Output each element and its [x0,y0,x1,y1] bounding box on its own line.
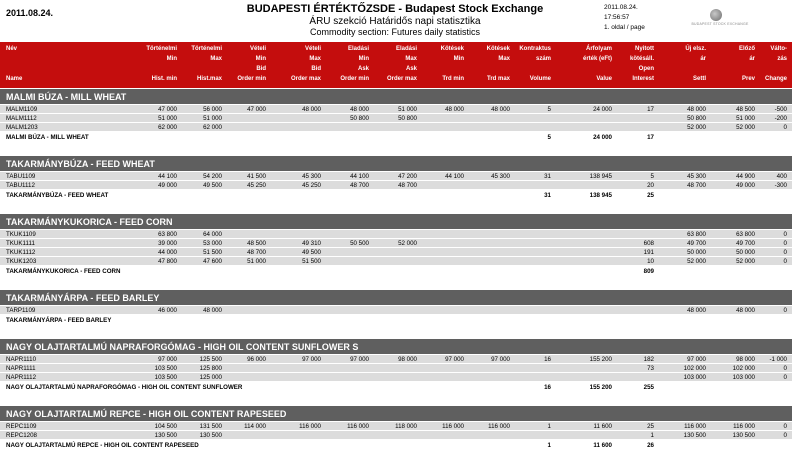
col-header-name [6,44,106,84]
col-header-line: Volume [529,76,551,82]
cell-bmin: 51 000 [247,258,266,265]
col-header-chg [757,44,787,84]
col-header-val [562,44,612,84]
cell-bmax: 116 000 [299,423,321,430]
cell-amax: 98 000 [398,356,417,363]
cell-hmin: 44 000 [158,249,177,256]
section-spacer [0,279,792,290]
cell-prev: 48 000 [736,307,755,314]
cell-hmax: 53 000 [203,240,222,247]
contract-name: REPC1109 [6,423,37,430]
cell-prev: 116 000 [733,423,755,430]
contract-name: MALM1109 [6,106,38,113]
contract-name: REPC1208 [6,432,37,439]
cell-amax: 47 200 [398,173,417,180]
cell-amin: 48 000 [350,106,369,113]
table-row [0,422,792,431]
col-header-amin [329,44,369,84]
total-oi: 26 [647,442,654,449]
cell-chg: -200 [774,115,787,122]
cell-prev: 63 800 [736,231,755,238]
contract-name: TKUK1203 [6,258,37,265]
col-header-bmax [276,44,321,84]
cell-hmax: 62 000 [203,124,222,131]
total-val: 138 945 [589,192,612,199]
cell-bmin: 48 500 [247,240,266,247]
col-header-line: Történelmi [191,46,222,52]
cell-oi: 191 [643,249,654,256]
col-header-line [757,64,787,74]
col-header-line: Max [498,56,510,62]
total-name: MALMI BÚZA - MILL WHEAT [6,134,89,141]
bse-logo [680,9,760,27]
total-oi: 25 [647,192,654,199]
contract-name: TKUK1111 [6,240,35,247]
report-title: BUDAPESTI ÉRTÉKTŐZSDE - Budapest Stock Exchange [246,3,544,15]
total-oi: 809 [643,268,654,275]
cell-oi: 25 [647,423,654,430]
cell-amax: 52 000 [398,240,417,247]
table-row [0,123,792,132]
col-header-line: ár [749,56,755,62]
col-header-line [715,64,755,74]
cell-hmin: 49 000 [158,182,177,189]
col-header-line: kötésáll. [629,56,654,62]
total-val: 24 000 [593,134,612,141]
cell-hmin: 47 000 [158,106,177,113]
cell-amin: 116 000 [347,423,369,430]
cell-chg: 0 [783,124,787,131]
cell-chg: -1 000 [769,356,787,363]
cell-sett: 63 800 [687,231,706,238]
cell-hmin: 39 000 [158,240,177,247]
col-header-sett [666,44,706,84]
col-header-line: szám [535,56,551,62]
col-header-prev [715,44,755,84]
col-header-line: Open [638,66,654,72]
col-header-hmin [132,44,177,84]
col-header-line: Eladási [347,46,369,52]
cell-prev: 102 000 [732,365,755,372]
cell-sett: 97 000 [687,356,706,363]
cell-chg: 0 [783,423,787,430]
col-header-tmin [426,44,464,84]
meta-page: 1. oldal / page [604,24,645,31]
contract-name: TKUK1109 [6,231,36,238]
total-val: 155 200 [589,384,612,391]
total-vol: 16 [544,384,551,391]
section-total-row [0,266,792,279]
cell-prev: 49 000 [736,182,755,189]
cell-sett: 48 000 [687,307,706,314]
table-row [0,181,792,190]
cell-hmax: 47 600 [203,258,222,265]
col-header-line: Max [210,56,222,62]
table-row [0,431,792,440]
total-oi: 255 [643,384,654,391]
cell-tmin: 116 000 [442,423,464,430]
col-header-hmax [177,44,222,84]
col-header-line: Name [6,76,23,82]
cell-tmin: 44 100 [445,173,464,180]
section-title: TAKARMÁNYÁRPA - FEED BARLEY [0,290,792,306]
total-name: NAGY OLAJTARTALMÚ NAPRAFORGÓMAG - HIGH OIL CONTENT SUNFLOWER [6,384,243,391]
cell-hmin: 44 100 [158,173,177,180]
contract-name: NAPR1111 [6,365,36,372]
meta-time: 17:56:57 [604,14,630,21]
col-header-line: Árfolyam [585,46,612,52]
col-header-line: Trd max [486,76,510,82]
cell-amin: 50 500 [350,240,369,247]
table-row [0,364,792,373]
report-subtitle-en: Commodity section: Futures daily statistics [309,27,481,37]
cell-tmin: 48 000 [445,106,464,113]
report-meta [604,3,645,33]
cell-chg: 0 [783,249,787,256]
col-header-line [470,64,510,74]
cell-sett: 130 500 [683,432,706,439]
cell-chg: 0 [783,240,787,247]
cell-tmax: 116 000 [488,423,510,430]
table-row [0,172,792,181]
total-vol: 31 [544,192,551,199]
col-header-line [511,64,551,74]
col-header-line: Value [596,76,612,82]
cell-chg: 0 [783,307,787,314]
col-header-line: Vételi [249,46,266,52]
logo-text: BUDAPEST STOCK EXCHANGE [691,22,749,26]
section-title: MALMI BÚZA - MILL WHEAT [0,89,792,105]
cell-amin: 50 800 [350,115,369,122]
cell-prev: 130 500 [732,432,755,439]
cell-hmax: 64 000 [203,231,222,238]
section-title: TAKARMÁNYKUKORICA - FEED CORN [0,214,792,230]
cell-val: 138 945 [589,173,612,180]
cell-bmin: 41 500 [247,173,266,180]
col-header-tmax [470,44,510,84]
section-total-row [0,382,792,395]
cell-sett: 103 000 [683,374,706,381]
total-name: NAGY OLAJTARTALMÚ REPCE - HIGH OIL CONTENT RAPESEED [6,442,199,449]
col-header-line: Előző [739,46,755,52]
section-total-row [0,440,792,453]
data-table [0,89,792,453]
col-header-line: Bid [311,66,321,72]
col-header-line: Név [6,46,18,52]
cell-oi: 5 [650,173,654,180]
contract-name: NAPR1112 [6,374,37,381]
col-header-vol [511,44,551,84]
col-header-line [666,64,706,74]
cell-bmin: 45 250 [247,182,266,189]
cell-hmax: 51 000 [203,115,222,122]
cell-hmax: 131 500 [199,423,222,430]
col-header-line [562,64,612,74]
col-header-line: Eladási [395,46,417,52]
table-row [0,248,792,257]
cell-hmin: 104 500 [154,423,177,430]
cell-vol: 5 [547,106,551,113]
cell-bmax: 49 500 [302,249,321,256]
col-header-line: Min [255,56,266,62]
col-header-line: Kötések [440,46,464,52]
cell-amin: 44 100 [350,173,369,180]
cell-val: 24 000 [593,106,612,113]
col-header-oi [618,44,654,84]
cell-hmin: 46 000 [158,307,177,314]
cell-prev: 44 900 [736,173,755,180]
section-title: TAKARMÁNYBÚZA - FEED WHEAT [0,156,792,172]
col-header-line [6,54,106,64]
cell-oi: 10 [647,258,654,265]
cell-hmin: 62 000 [158,124,177,131]
cell-prev: 52 000 [736,258,755,265]
cell-hmin: 63 800 [158,231,177,238]
contract-name: MALM1112 [6,115,37,122]
section-spacer [0,395,792,406]
cell-vol: 1 [547,423,551,430]
table-row [0,114,792,123]
cell-bmin: 47 000 [247,106,266,113]
cell-tmax: 97 000 [491,356,510,363]
cell-sett: 52 000 [687,124,706,131]
cell-amax: 50 800 [398,115,417,122]
col-header-line: Hist. min [151,76,177,82]
cell-chg: 400 [776,173,787,180]
cell-prev: 49 700 [736,240,755,247]
contract-name: TARP1109 [6,307,36,314]
col-header-line: Nyitott [635,46,654,52]
cell-bmax: 45 250 [302,182,321,189]
cell-sett: 102 000 [683,365,706,372]
cell-hmax: 125 500 [199,356,222,363]
section-spacer [0,328,792,339]
cell-bmin: 114 000 [244,423,266,430]
cell-hmin: 51 000 [158,115,177,122]
total-vol: 1 [547,442,551,449]
total-vol: 5 [547,134,551,141]
cell-amax: 118 000 [395,423,417,430]
col-header-line: ár [700,56,706,62]
table-row [0,239,792,248]
cell-sett: 50 800 [687,115,706,122]
cell-hmax: 49 500 [203,182,222,189]
cell-bmin: 96 000 [247,356,266,363]
cell-chg: 0 [783,432,787,439]
total-val: 11 600 [593,442,612,449]
col-header-line: Min [453,56,464,62]
col-header-line [132,64,177,74]
contract-name: NAPR1110 [6,356,37,363]
section-total-row [0,315,792,328]
cell-tmax: 45 300 [491,173,510,180]
cell-hmin: 97 000 [158,356,177,363]
cell-vol: 16 [544,356,551,363]
col-header-line [426,64,464,74]
cell-hmin: 47 800 [158,258,177,265]
cell-chg: 0 [783,258,787,265]
cell-bmax: 48 000 [302,106,321,113]
cell-oi: 1 [650,432,654,439]
col-header-line: Order min [340,76,369,82]
col-header-line: Order max [290,76,321,82]
col-header-line: Kontraktus [519,46,551,52]
cell-val: 155 200 [589,356,612,363]
cell-sett: 52 000 [687,258,706,265]
report-subtitle: ÁRU szekció Határidős napi statisztika [309,16,481,27]
col-header-line: Hist.max [196,76,222,82]
section-title: NAGY OLAJTARTALMÚ NAPRAFORGÓMAG - HIGH OIL CONTENT SUNFLOWER S [0,339,792,355]
cell-bmax: 97 000 [302,356,321,363]
cell-hmax: 130 500 [199,432,222,439]
column-header-bar [0,42,792,88]
col-header-line: Settl [692,76,706,82]
cell-hmax: 51 500 [203,249,222,256]
cell-hmax: 125 800 [199,365,222,372]
contract-name: TKUK1112 [6,249,36,256]
cell-sett: 45 300 [687,173,706,180]
col-header-line: Vételi [304,46,321,52]
col-header-line: Kötések [486,46,510,52]
cell-bmin: 48 700 [247,249,266,256]
total-oi: 17 [647,134,654,141]
col-header-line: Max [309,56,321,62]
cell-prev: 52 000 [736,124,755,131]
meta-date: 2011.08.24. [604,4,638,11]
cell-chg: -300 [774,182,787,189]
logo-globe-icon [710,9,722,21]
contract-name: MALM1203 [6,124,38,131]
section-spacer [0,145,792,156]
cell-amin: 97 000 [350,356,369,363]
cell-oi: 608 [643,240,654,247]
table-row [0,230,792,239]
cell-val: 11 600 [593,423,612,430]
cell-prev: 51 000 [736,115,755,122]
col-header-line: Válto- [770,46,787,52]
table-row [0,105,792,114]
col-header-bmin [226,44,266,84]
cell-sett: 116 000 [684,423,706,430]
section-total-row [0,132,792,145]
col-header-line: Interest [632,76,654,82]
cell-oi: 17 [647,106,654,113]
cell-prev: 50 000 [736,249,755,256]
col-header-line: érték (eFt) [582,56,612,62]
contract-name: TABU1109 [6,173,36,180]
total-name: TAKARMÁNYÁRPA - FEED BARLEY [6,317,112,324]
cell-amax: 48 700 [398,182,417,189]
cell-chg: 0 [783,365,787,372]
cell-chg: 0 [783,231,787,238]
cell-chg: -500 [774,106,787,113]
title-block [200,3,590,38]
cell-sett: 49 700 [687,240,706,247]
col-header-line: Történelmi [146,46,177,52]
cell-amax: 51 000 [398,106,417,113]
col-header-line: Order max [386,76,417,82]
col-header-line: Order min [237,76,266,82]
table-row [0,306,792,315]
cell-hmax: 48 000 [203,307,222,314]
col-header-line: Bid [256,66,266,72]
col-header-line [177,64,222,74]
col-header-line: Min [166,56,177,62]
col-header-line: Prev [741,76,755,82]
section-title: NAGY OLAJTARTALMÚ REPCE - HIGH OIL CONTENT RAPESEED [0,406,792,422]
cell-bmax: 45 300 [302,173,321,180]
cell-tmin: 97 000 [445,356,464,363]
cell-bmax: 51 500 [302,258,321,265]
cell-hmin: 103 500 [154,365,177,372]
col-header-line: Max [405,56,417,62]
cell-hmin: 130 500 [154,432,177,439]
cell-sett: 48 000 [687,106,706,113]
cell-sett: 50 000 [687,249,706,256]
col-header-line: Change [764,76,787,82]
cell-hmax: 125 000 [199,374,222,381]
contract-name: TABU1112 [6,182,35,189]
cell-tmax: 48 000 [491,106,510,113]
total-name: TAKARMÁNYBÚZA - FEED WHEAT [6,192,109,199]
report-header [0,0,792,42]
cell-prev: 98 000 [736,356,755,363]
cell-bmax: 49 310 [302,240,321,247]
col-header-line [6,64,106,74]
cell-oi: 20 [647,182,654,189]
total-name: TAKARMÁNYKUKORICA - FEED CORN [6,268,121,275]
col-header-line: Ask [357,66,369,72]
table-row [0,257,792,266]
cell-chg: 0 [783,374,787,381]
cell-amin: 48 700 [350,182,369,189]
section-total-row [0,190,792,203]
section-spacer [0,203,792,214]
cell-prev: 103 000 [732,374,755,381]
cell-oi: 182 [643,356,654,363]
col-header-line: Ask [405,66,417,72]
col-header-line: Trd min [442,76,464,82]
cell-hmin: 103 500 [154,374,177,381]
col-header-line: Új elsz. [685,46,706,52]
col-header-line: zás [777,56,787,62]
cell-hmax: 56 000 [203,106,222,113]
table-row [0,355,792,364]
cell-oi: 73 [647,365,654,372]
table-row [0,373,792,382]
cell-prev: 48 500 [736,106,755,113]
cell-hmax: 54 200 [203,173,222,180]
col-header-line: Min [358,56,369,62]
col-header-amax [377,44,417,84]
report-date: 2011.08.24. [6,8,54,18]
cell-sett: 48 700 [687,182,706,189]
cell-vol: 31 [544,173,551,180]
